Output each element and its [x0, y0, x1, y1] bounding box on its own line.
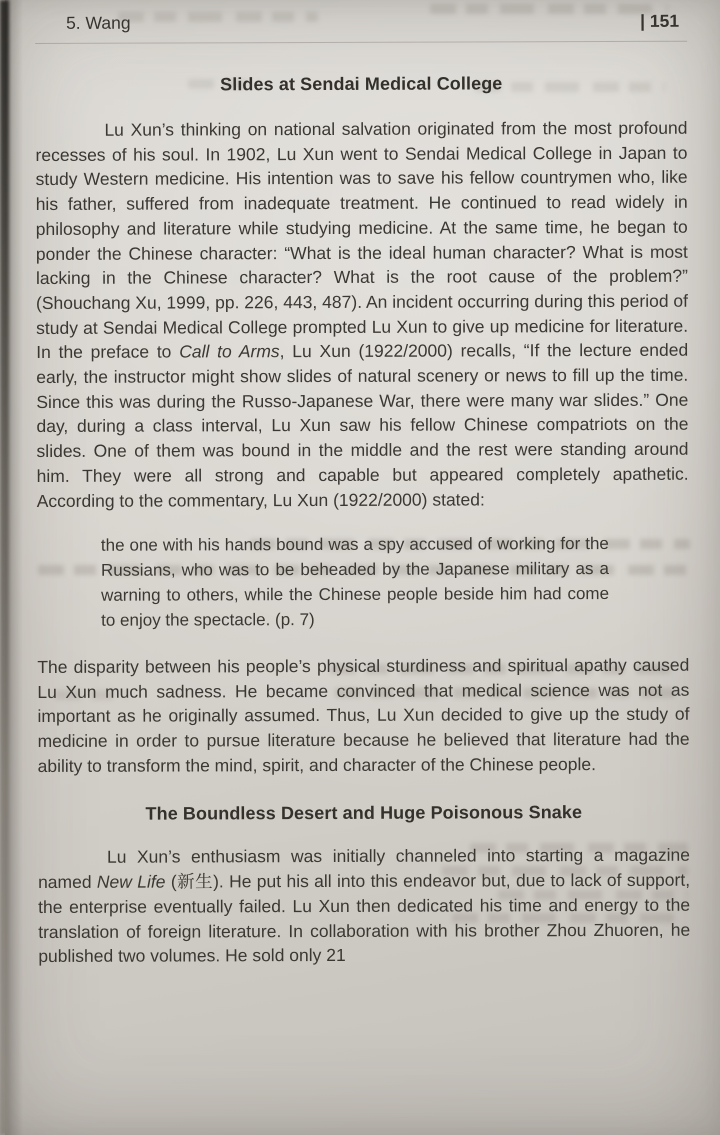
page-edge-shadow [0, 0, 9, 1135]
body-paragraph: The disparity between his people’s physical sturdiness and spiritual apathy caused Lu Xun much sadness. He became convinced that medical science was not as important as he originally assumed. Thus, Lu Xun decided to give up the study of medicine in order to pursue literature because he believed that literature had the ability to transform the mind, spirit, and character of the Chinese people. [37, 654, 690, 776]
body-paragraph: Lu Xun’s enthusiasm was initially channeled into starting a magazine named New Life (新生). He put his all into this endeavor but, due to lack of support, the enterprise eventually failed. Lu Xun then dedicated his time and energy to the translation of foreign literature. In collaboration with his brother Zhou Zhuoren, he published two volumes. He sold only 21 [38, 845, 691, 967]
page-number: | 151 [640, 10, 680, 31]
running-head: 5. Wang [66, 12, 131, 33]
body-paragraph: Lu Xun’s thinking on national salvation originated from the most profound recesses of his soul. In 1902, Lu Xun went to Sendai Medical College in Japan to study Western medicine. His intention was to save his fellow countrymen who, like his father, suffered from inadequate treatment. He continued to read widely in philosophy and literature while studying medicine. At the same time, he began to ponder the Chinese character: “What is the ideal human character? What is most lacking in the Chinese character? What is the root cause of the problem?” (Shouchang Xu, 1999, pp. 226, 443, 487). An incident occurring during this period of study at Sendai Medical College prompted Lu Xun to give up medicine for literature. In the preface to Call to Arms, Lu Xun (1922/2000) recalls, “If the lecture ended early, the instructor might show slides of natural scenery or news to fill up the time. Since this was during the Russo-Japanese War, there were many war slides.” One day, during a class interval, Lu Xun saw his fellow Chinese compatriots on the slides. One of them was bound in the middle and the rest were standing around him. They were all strong and capable but appeared completely apathetic. According to the commentary, Lu Xun (1922/2000) stated: [35, 117, 689, 511]
block-quote: the one with his hands bound was a spy accused of working for the Russians, who was to be beheaded by the Japanese military as a warning to others, while the Chinese people beside him had come to enjoy the spectacle. (p. 7) [100, 534, 610, 630]
page-header [35, 8, 687, 44]
section-heading-desert: The Boundless Desert and Huge Poisonous Snake [145, 802, 583, 825]
page-content [35, 8, 690, 969]
section-heading-slides: Slides at Sendai Medical College [220, 73, 503, 95]
